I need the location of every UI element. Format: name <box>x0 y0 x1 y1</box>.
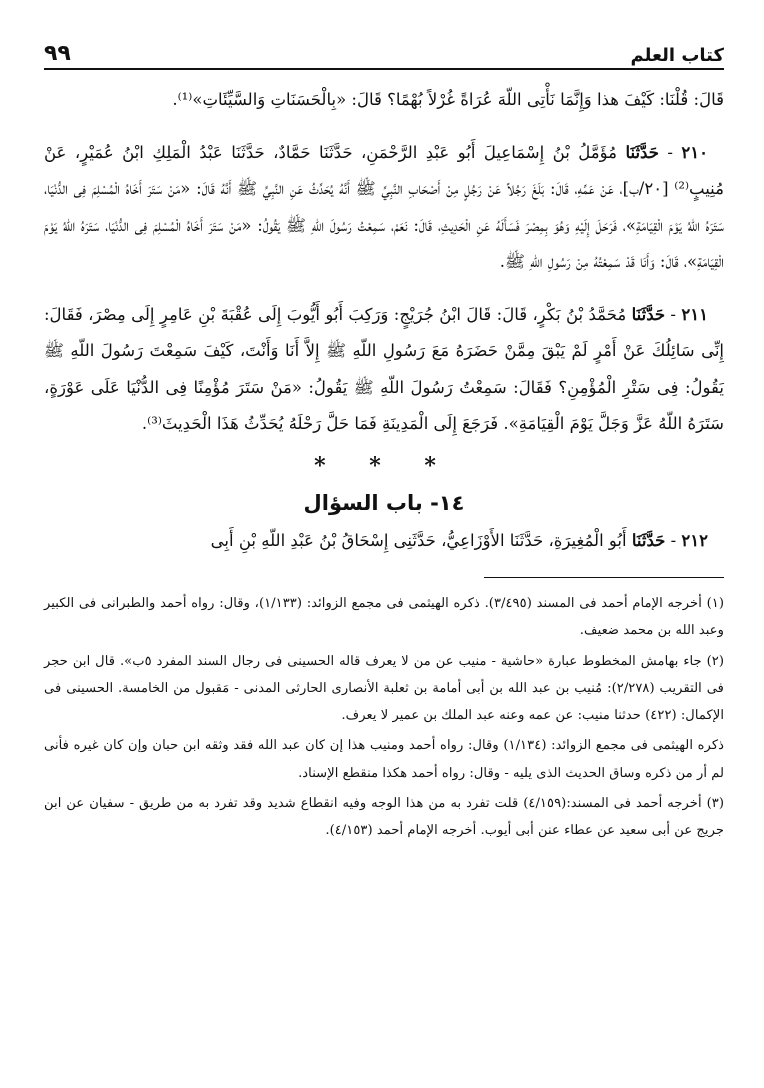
hadith-lead: حَدَّثَنَا <box>625 142 659 162</box>
page-number: ٩٩ <box>44 41 71 66</box>
book-page <box>44 36 724 848</box>
main-text <box>44 82 724 559</box>
footnote-1: (١) أخرجه الإمام أحمد فى المسند (٣/٤٩٥). ذكره الهيثمى فى مجمع الزوائد: (١/١٣٣)، وقال: رواه أحمد والطبرانى فى الكبير وعبد الله بن محمد ضعيف. <box>44 596 724 639</box>
hadith-210: ٢١٠ - حَدَّثَنَا مُؤَمَّلُ بْنُ إِسْمَاعِيلَ أَبُو عَبْدِ الرَّحْمَنِ، حَدَّثَنَا حَمَّادٌ، حَدَّثَنَا عَبْدُ الْمَلِكِ ابْنُ عُمَيْرٍ، عَنْ مُنِيبٍ⁽²⁾ [٢٠/ب]، عَنْ عَمِّهِ، قَالَ: بَلَغَ رَجُلاً عَنْ رَجُلٍ مِنْ أَصْحَابِ النَّبِيِّ ﷺ أَنَّهُ يُحَدِّثُ عَنِ النَّبِيِّ ﷺ أَنَّهُ قَالَ: «مَنْ سَتَرَ أَخَاهُ الْمُسْلِمَ فِى الدُّنْيَا، سَتَرَهُ اللّهُ يَوْمَ الْقِيَامَةِ»، فَرَحَلَ إِلَيْهِ وَهُوَ بِمِصْرَ فَسَأَلَهُ عَنِ الْحَدِيثِ، قَالَ: نَعَمْ، سَمِعْتُ رَسُولَ اللّهِ ﷺ يَقُولُ: «مَنْ سَتَرَ أَخَاهُ الْمُسْلِمَ فِى الدُّنْيَا، سَتَرَهُ اللّهُ يَوْمَ الْقِيَامَةِ»، قَالَ: وَأَنَا قَدْ سَمِعْتُهُ مِنْ رَسُولِ اللّهِ ﷺ. <box>44 142 724 271</box>
hadith-text: أَبُو الْمُغِيرَةِ، حَدَّثَنَا الأَوْزَاعِيُّ، حَدَّثَنِى إِسْحَاقُ بْنُ عَبْدِ اللّهِ بْنِ أَبِى <box>210 530 627 550</box>
footnote-2-continued: ذكره الهيثمى فى مجمع الزوائد: (١/١٣٤) وقال: رواه أحمد ومنيب هذا إن كان عبد الله فقد وثقه ابن حبان وإن كان غيره فأنى لم أر من ذكره وساق الحديث الذى يليه - وقال: رواه أحمد هكذا منقطع الإسناد. <box>44 738 724 781</box>
hadith-text: مُؤَمَّلُ بْنُ إِسْمَاعِيلَ أَبُو عَبْدِ الرَّحْمَنِ، حَدَّثَنَا حَمَّادٌ، حَدَّثَنَا عَبْدُ الْمَلِكِ ابْنُ عُمَيْرٍ، عَنْ مُنِيبٍ⁽²⁾ [٢٠/ب]، عَنْ عَمِّهِ، قَالَ: بَلَغَ رَجُلاً عَنْ رَجُلٍ مِنْ أَصْحَابِ النَّبِيِّ ﷺ أَنَّهُ يُحَدِّثُ عَنِ النَّبِيِّ ﷺ أَنَّهُ قَالَ: «مَنْ سَتَرَ أَخَاهُ الْمُسْلِمَ فِى الدُّنْيَا، سَتَرَهُ اللّهُ يَوْمَ الْقِيَامَةِ»، فَرَحَلَ إِلَيْهِ وَهُوَ بِمِصْرَ فَسَأَلَهُ عَنِ الْحَدِيثِ، قَالَ: نَعَمْ، سَمِعْتُ رَسُولَ اللّهِ ﷺ يَقُولُ: «مَنْ سَتَرَ أَخَاهُ الْمُسْلِمَ فِى الدُّنْيَا، سَتَرَهُ اللّهُ يَوْمَ الْقِيَامَةِ»، قَالَ: وَأَنَا قَدْ سَمِعْتُهُ مِنْ رَسُولِ اللّهِ ﷺ. <box>44 142 724 271</box>
book-title: كتاب العلم <box>630 45 724 66</box>
continuation-paragraph: قَالَ: قُلْنَا: كَيْفَ هذا وَإِنَّمَا نَأْتِى اللّهَ عُرَاةً غُرْلاً بُهْمًا؟ قَالَ: «بِالْحَسَنَاتِ وَالسَّيِّئَاتِ»⁽¹⁾. <box>172 90 724 109</box>
section-separator: * * * <box>314 452 454 479</box>
hadith-number: ٢١٠ <box>681 142 708 162</box>
footnote-3: (٣) أخرجه أحمد فى المسند:(٤/١٥٩) قلت تفرد به من هذا الوجه وفيه انقطاع شديد وقد تفرد به من طريق - سفيان عن ابن جريج عن أبى سعيد عن عطاء عنن أبى أيوب. أخرجه الإمام أحمد (٤/١٥٣). <box>44 796 724 839</box>
chapter-title: ١٤- باب السؤال <box>303 490 465 515</box>
hadith-211: ٢١١ - حَدَّثَنَا مُحَمَّدُ بْنُ بَكْرٍ، قَالَ: قَالَ ابْنُ جُرَيْجٍ: وَرَكِبَ أَبُو أَيُّوبَ إِلَى عُقْبَةَ بْنِ عَامِرٍ إِلَى مِصْرَ، فَقَالَ: إِنِّى سَائِلُكَ عَنْ أَمْرٍ لَمْ يَبْقَ مِمَّنْ حَضَرَهُ مَعَ رَسُولِ اللّهِ ﷺ إِلاَّ أَنَا وَأَنْتَ، كَيْفَ سَمِعْتَ رَسُولَ اللّهِ ﷺ يَقُولُ: فِى سَتْرِ الْمُؤْمِنِ؟ فَقَالَ: سَمِعْتُ رَسُولَ اللّهِ ﷺ يَقُولُ: «مَنْ سَتَرَ مُؤْمِنًا فِى الدُّنْيَا عَلَى عَوْرَةٍ، سَتَرَهُ اللّهُ عَزَّ وَجَلَّ يَوْمَ الْقِيَامَةِ». فَرَجَعَ إِلَى الْمَدِينَةِ فَمَا حَلَّ رَحْلَهُ يُحَدِّثُ هَذَا الْحَدِيثَ⁽³⁾. <box>44 304 724 433</box>
hadith-lead: حَدَّثَنَا <box>631 530 666 550</box>
hadith-text: مُحَمَّدُ بْنُ بَكْرٍ، قَالَ: قَالَ ابْنُ جُرَيْجٍ: وَرَكِبَ أَبُو أَيُّوبَ إِلَى عُقْبَةَ بْنِ عَامِرٍ إِلَى مِصْرَ، فَقَالَ: إِنِّى سَائِلُكَ عَنْ أَمْرٍ لَمْ يَبْقَ مِمَّنْ حَضَرَهُ مَعَ رَسُولِ اللّهِ ﷺ إِلاَّ أَنَا وَأَنْتَ، كَيْفَ سَمِعْتَ رَسُولَ اللّهِ ﷺ يَقُولُ: فِى سَتْرِ الْمُؤْمِنِ؟ فَقَالَ: سَمِعْتُ رَسُولَ اللّهِ ﷺ يَقُولُ: «مَنْ سَتَرَ مُؤْمِنًا فِى الدُّنْيَا عَلَى عَوْرَةٍ، سَتَرَهُ اللّهُ عَزَّ وَجَلَّ يَوْمَ الْقِيَامَةِ». فَرَجَعَ إِلَى الْمَدِينَةِ فَمَا حَلَّ رَحْلَهُ يُحَدِّثُ هَذَا الْحَدِيثَ⁽³⁾. <box>44 304 724 433</box>
hadith-212: ٢١٢ - حَدَّثَنَا أَبُو الْمُغِيرَةِ، حَدَّثَنَا الأَوْزَاعِيُّ، حَدَّثَنِى إِسْحَاقُ بْنُ عَبْدِ اللّهِ بْنِ أَبِى <box>210 530 708 550</box>
footnote-divider <box>484 577 724 578</box>
footnote-2: (٢) جاء بهامش المخطوط عبارة «حاشية - منيب عن من لا يعرف قاله الحسينى فى رجال السند المفرد ٥ب». قال ابن حجر فى التقريب (٢/٢٧٨): مُنيب بن عبد الله بن أبى أمامة بن ثعلبة الأنصارى الحارثى المدنى - مَقبول من الخامسة. الحسينى فى الإكمال: (٤٢٢) حدثنا منيب: عن عمه وعنه عبد الملك بن عمير لا يعرف. <box>44 653 724 724</box>
page-header <box>44 36 724 70</box>
hadith-number: ٢١١ <box>681 304 708 324</box>
hadith-number: ٢١٢ <box>681 530 708 550</box>
hadith-lead: حَدَّثَنَا <box>631 304 666 324</box>
footnotes <box>44 590 724 845</box>
